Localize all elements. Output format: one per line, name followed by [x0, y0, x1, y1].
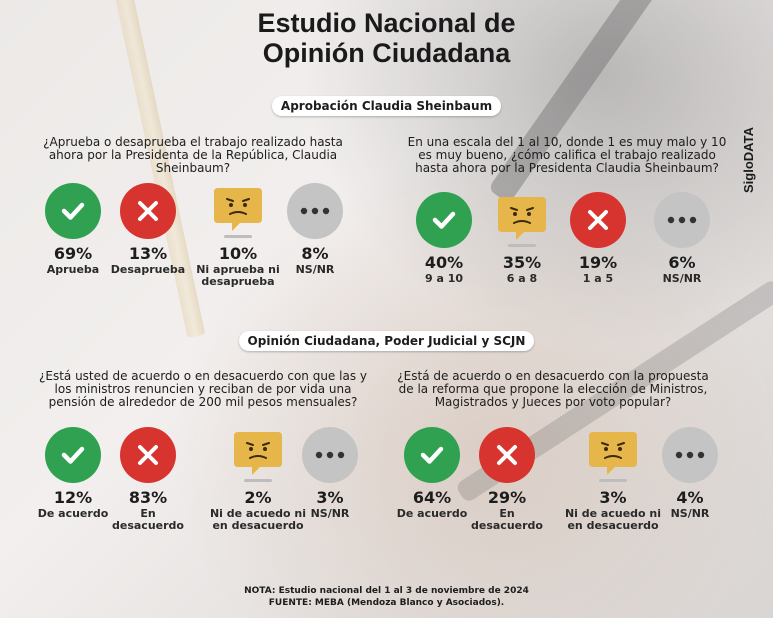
- answer-percent: 29%: [487, 488, 527, 507]
- answer-label: NS/NR: [662, 272, 702, 285]
- ellipsis-icon: [662, 427, 718, 483]
- section-heading-approval: Aprobación Claudia Sheinbaum: [0, 95, 773, 116]
- ellipsis-icon: [287, 183, 343, 239]
- answer-label: NS/NR: [310, 507, 350, 520]
- x-icon: [570, 192, 626, 248]
- footnote: [0, 585, 773, 609]
- answer-disagree: [462, 427, 552, 532]
- answer-label: Ni de acuedo ni en desacuerdo: [209, 507, 307, 532]
- neutral-face-icon: [585, 427, 641, 483]
- title-line-2: Opinión Ciudadana: [262, 38, 511, 68]
- answer-percent: 10%: [218, 244, 258, 263]
- neutral-face-icon: [210, 183, 266, 239]
- question-reform: ¿Está de acuerdo o en desacuerdo con la propuesta de la reforma que propone la elección de Ministros, Magistrados y Jueces por voto popular?: [397, 369, 709, 409]
- answer-percent: 64%: [412, 488, 452, 507]
- answer-label: En desacuerdo: [112, 507, 184, 532]
- answer-label: Ni de acuedo ni en desacuerdo: [564, 507, 662, 532]
- check-icon: [416, 192, 472, 248]
- answer-percent: 13%: [128, 244, 168, 263]
- answer-disagree: [103, 427, 193, 532]
- answer-label: Desaprueba: [110, 263, 186, 276]
- answer-no-response: [637, 192, 727, 285]
- answer-label: Ni aprueba ni desaprueba: [196, 263, 280, 288]
- answer-percent: 3%: [316, 488, 344, 507]
- answer-label: En desacuerdo: [471, 507, 543, 532]
- check-icon: [45, 427, 101, 483]
- answer-label: Aprueba: [46, 263, 100, 276]
- answer-label: 9 a 10: [424, 272, 464, 285]
- answer-percent: 4%: [676, 488, 704, 507]
- answer-percent: 69%: [53, 244, 93, 263]
- brand-logo: SigloDATA: [741, 127, 756, 193]
- neutral-face-icon: [230, 427, 286, 483]
- answer-percent: 19%: [578, 253, 618, 272]
- answer-percent: 6%: [668, 253, 696, 272]
- answer-9-10: [399, 192, 489, 285]
- answer-label: NS/NR: [295, 263, 335, 276]
- answer-no-response: [270, 183, 360, 276]
- answer-1-5: [553, 192, 643, 285]
- neutral-face-icon: [494, 192, 550, 248]
- x-icon: [479, 427, 535, 483]
- answer-no-response: [645, 427, 735, 520]
- title-line-1: Estudio Nacional de: [257, 8, 516, 38]
- answer-percent: 35%: [502, 253, 542, 272]
- answer-label: De acuerdo: [396, 507, 468, 520]
- answer-percent: 40%: [424, 253, 464, 272]
- check-icon: [45, 183, 101, 239]
- check-icon: [404, 427, 460, 483]
- answer-percent: 8%: [301, 244, 329, 263]
- answer-percent: 12%: [53, 488, 93, 507]
- footnote-note: NOTA: Estudio nacional del 1 al 3 de noviembre de 2024: [244, 586, 529, 596]
- page-title: [0, 8, 773, 68]
- ellipsis-icon: [654, 192, 710, 248]
- question-approval: ¿Aprueba o desaprueba el trabajo realizado hasta ahora por la Presidenta de la República, Claudia Sheinbaum?: [43, 135, 343, 175]
- answer-label: 6 a 8: [506, 272, 538, 285]
- section-heading-judicial: Opinión Ciudadana, Poder Judicial y SCJN: [0, 330, 773, 351]
- answer-disapprove: [103, 183, 193, 276]
- answer-percent: 83%: [128, 488, 168, 507]
- footnote-source: FUENTE: MEBA (Mendoza Blanco y Asociados).: [268, 598, 505, 608]
- question-pension: ¿Está usted de acuerdo o en desacuerdo con que las y los ministros renuncien y reciban de por vida una pensión de alrededor de 200 mil pesos mensuales?: [39, 369, 367, 409]
- x-icon: [120, 427, 176, 483]
- answer-label: 1 a 5: [582, 272, 614, 285]
- answer-percent: 3%: [599, 488, 627, 507]
- answer-label: De acuerdo: [37, 507, 109, 520]
- ellipsis-icon: [302, 427, 358, 483]
- answer-no-response: [285, 427, 375, 520]
- x-icon: [120, 183, 176, 239]
- answer-label: NS/NR: [670, 507, 710, 520]
- answer-percent: 2%: [244, 488, 272, 507]
- question-rating: En una escala del 1 al 10, donde 1 es muy malo y 10 es muy bueno, ¿cómo califica el trabajo realizado hasta ahora por la Presidenta Claudia Sheinbaum?: [407, 135, 727, 175]
